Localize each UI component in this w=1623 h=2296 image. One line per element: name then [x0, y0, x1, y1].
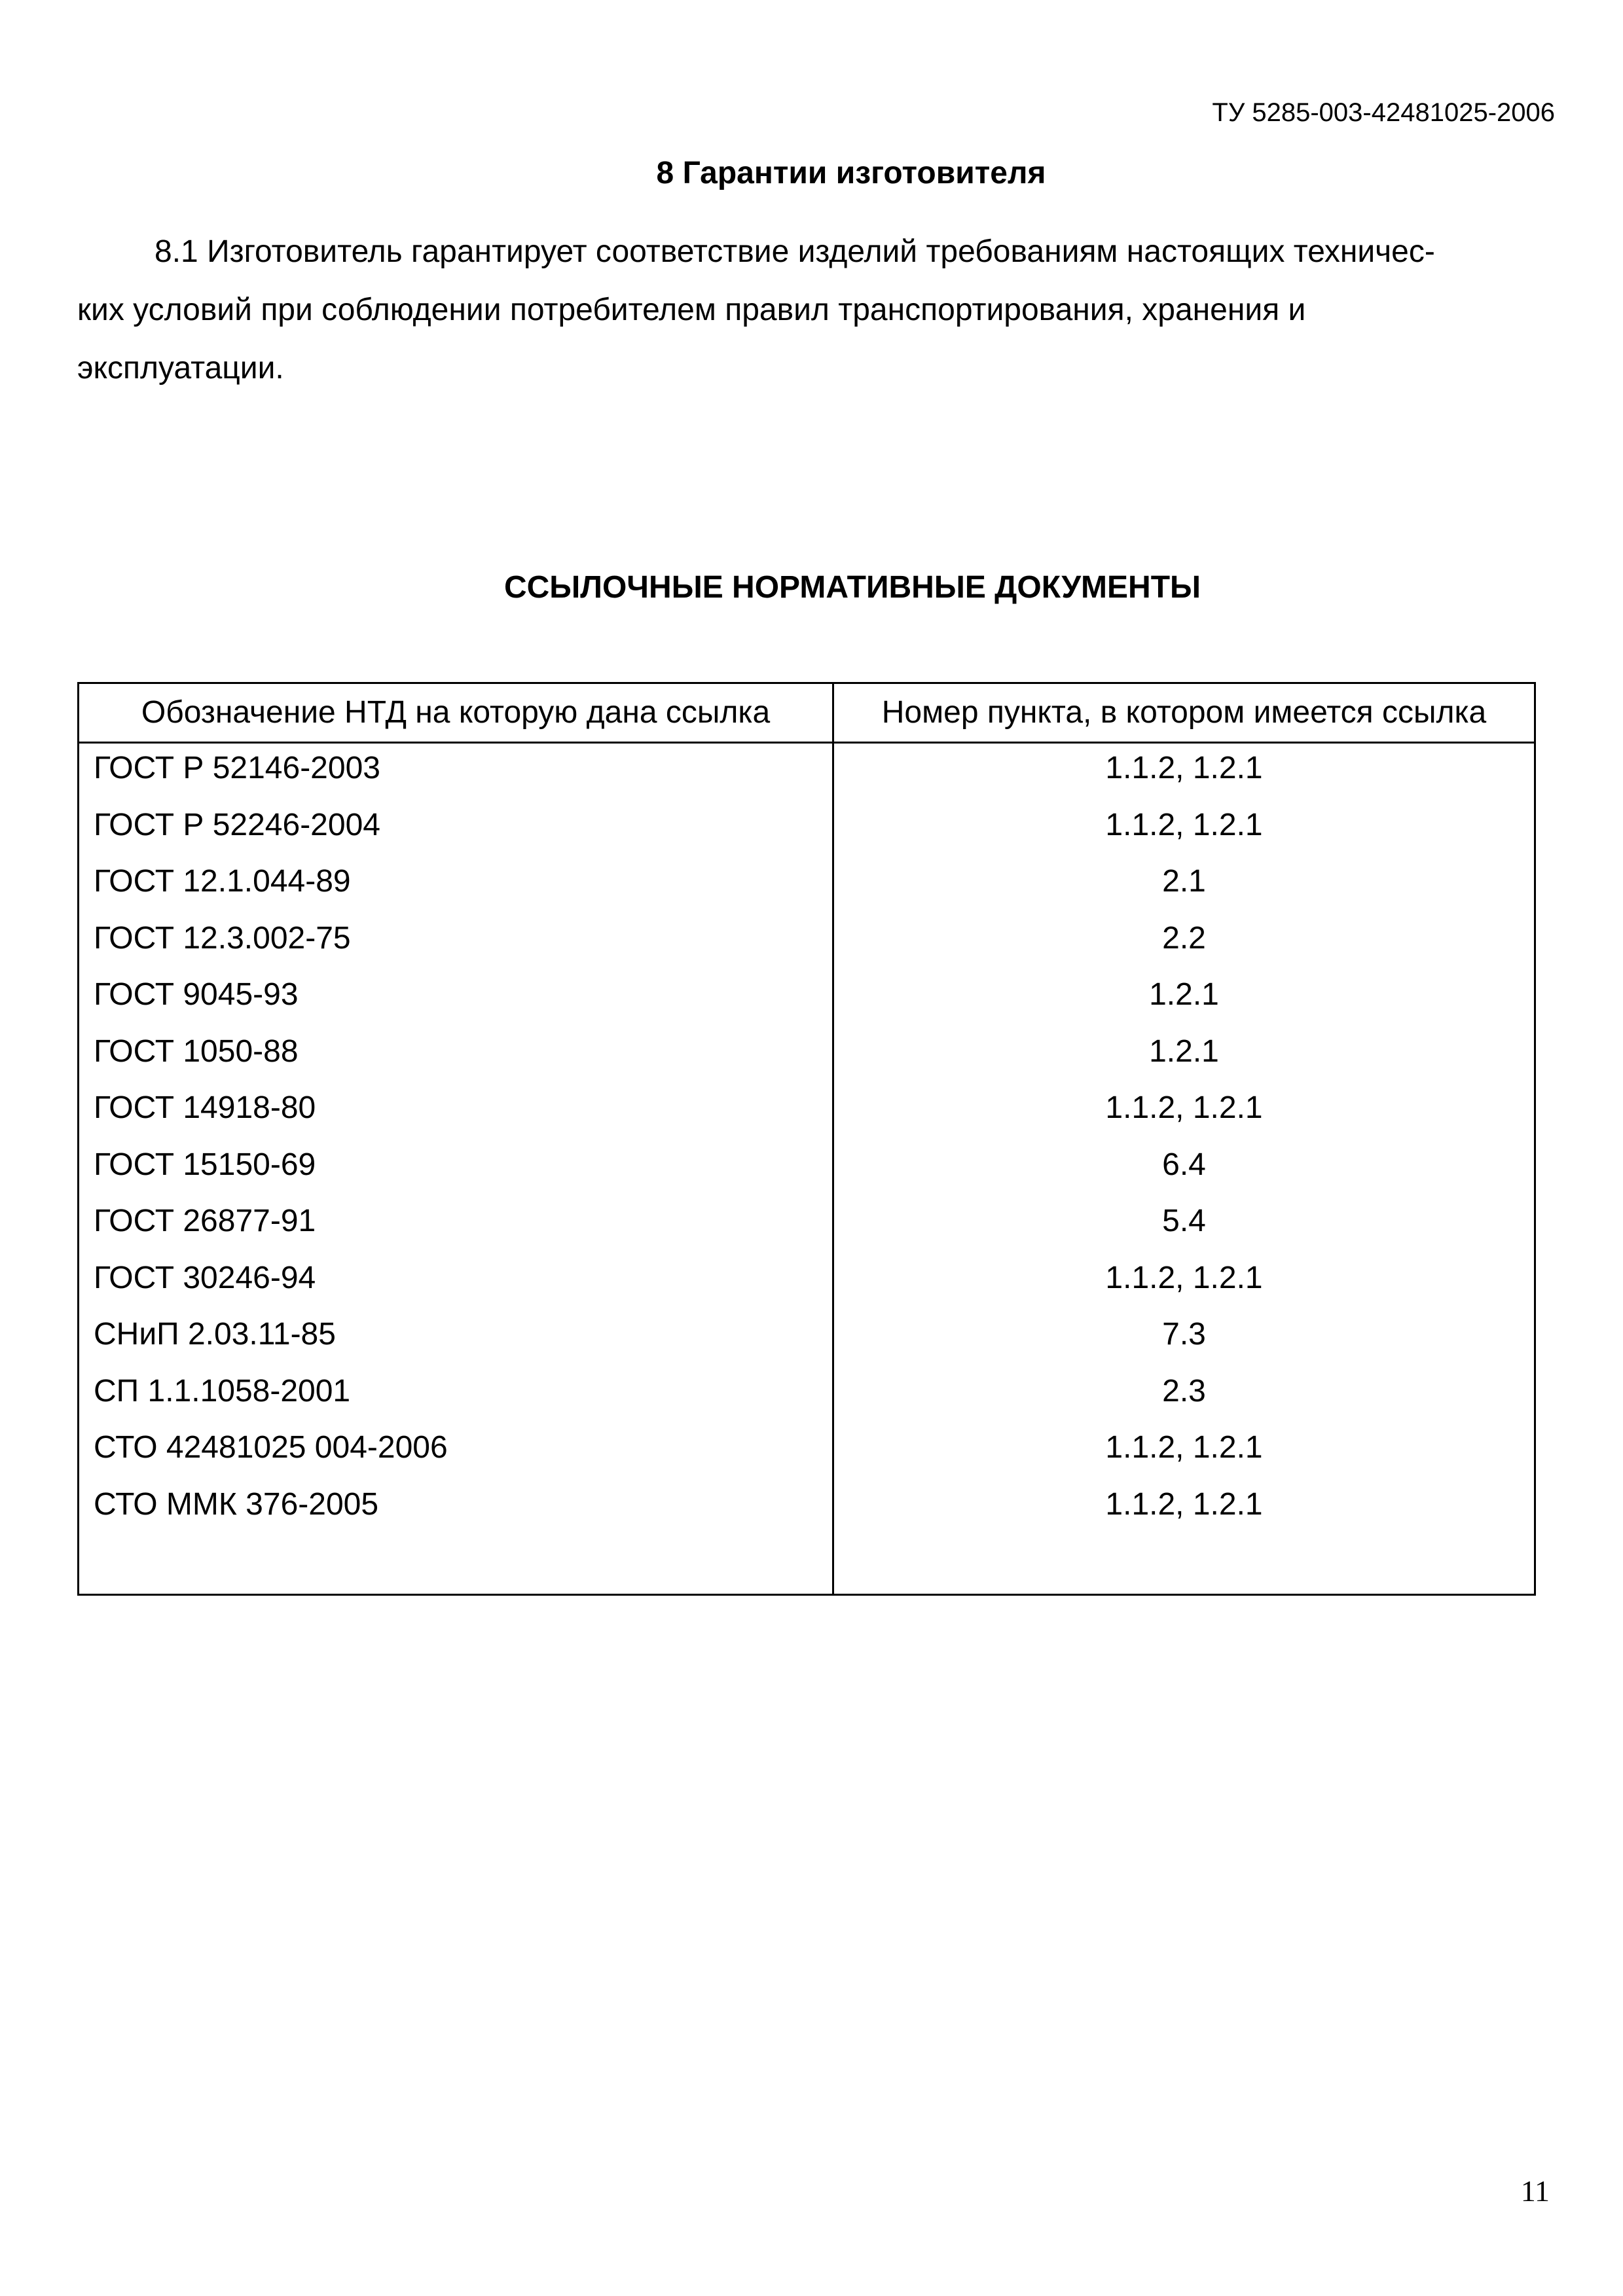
column-header-clause: Номер пункта, в котором имеется ссылка — [881, 695, 1487, 730]
paragraph-line: 8.1 Изготовитель гарантирует соответствие изделий требованиям настоящих техничес- — [155, 234, 1435, 269]
document-cell: ГОСТ Р 52146-2003 — [94, 751, 380, 785]
document-cell: ГОСТ 15150-69 — [94, 1147, 316, 1182]
clause-cell: 2.3 — [1162, 1373, 1206, 1408]
clause-cell: 1.1.2, 1.2.1 — [1105, 1090, 1263, 1125]
section-title: 8 Гарантии изготовителя — [656, 156, 1046, 190]
table-row — [79, 1310, 1534, 1367]
document-cell: ГОСТ 9045-93 — [94, 977, 299, 1012]
page-number: 11 — [1520, 2174, 1550, 2208]
clause-cell: 1.1.2, 1.2.1 — [1105, 1260, 1263, 1295]
document-cell: СП 1.1.1058-2001 — [94, 1373, 351, 1408]
table-row — [79, 800, 1534, 857]
document-cell: ГОСТ 12.3.002-75 — [94, 920, 351, 956]
table-row — [79, 857, 1534, 914]
clause-cell: 2.2 — [1162, 920, 1206, 956]
table-header-row — [79, 684, 1534, 744]
clause-cell: 1.1.2, 1.2.1 — [1105, 807, 1263, 842]
table-row — [79, 1027, 1534, 1084]
table-row — [79, 1480, 1534, 1537]
clause-cell: 1.1.2, 1.2.1 — [1105, 751, 1263, 785]
document-cell: ГОСТ 1050-88 — [94, 1033, 299, 1069]
table-row — [79, 1367, 1534, 1424]
table-row — [79, 970, 1534, 1027]
table-row — [79, 1196, 1534, 1253]
column-header-document: Обозначение НТД на которую дана ссылка — [141, 695, 771, 730]
clause-cell: 1.2.1 — [1149, 1033, 1219, 1069]
table-row — [79, 1140, 1534, 1197]
references-title: ССЫЛОЧНЫЕ НОРМАТИВНЫЕ ДОКУМЕНТЫ — [503, 570, 1201, 605]
table-row — [79, 914, 1534, 971]
paragraph-line: ких условий при соблюдении потребителем правил транспортирования, хранения и — [77, 293, 1306, 327]
document-cell: СТО 42481025 004-2006 — [94, 1430, 448, 1465]
document-cell: ГОСТ 12.1.044-89 — [94, 864, 351, 899]
clause-cell: 1.1.2, 1.2.1 — [1105, 1486, 1263, 1522]
document-cell: СНиП 2.03.11-85 — [94, 1317, 336, 1352]
table-row — [79, 1253, 1534, 1310]
clause-cell: 1.1.2, 1.2.1 — [1105, 1430, 1263, 1465]
document-cell: ГОСТ 14918-80 — [94, 1090, 316, 1125]
document-code: ТУ 5285-003-42481025-2006 — [1212, 98, 1555, 127]
clause-cell: 5.4 — [1162, 1204, 1206, 1238]
table-row — [79, 1423, 1534, 1480]
document-cell: ГОСТ 26877-91 — [94, 1204, 316, 1238]
clause-cell: 6.4 — [1162, 1147, 1206, 1182]
table-row — [79, 744, 1534, 800]
paragraph-line: эксплуатации. — [77, 351, 284, 386]
references-table — [77, 682, 1536, 1596]
clause-cell: 2.1 — [1162, 864, 1206, 899]
clause-cell: 7.3 — [1162, 1317, 1206, 1352]
document-cell: ГОСТ Р 52246-2004 — [94, 807, 380, 842]
document-cell: СТО ММК 376-2005 — [94, 1486, 379, 1522]
clause-cell: 1.2.1 — [1149, 977, 1219, 1012]
table-body — [79, 744, 1534, 1536]
table-row — [79, 1083, 1534, 1140]
document-cell: ГОСТ 30246-94 — [94, 1260, 316, 1295]
warranty-paragraph — [77, 223, 1544, 397]
